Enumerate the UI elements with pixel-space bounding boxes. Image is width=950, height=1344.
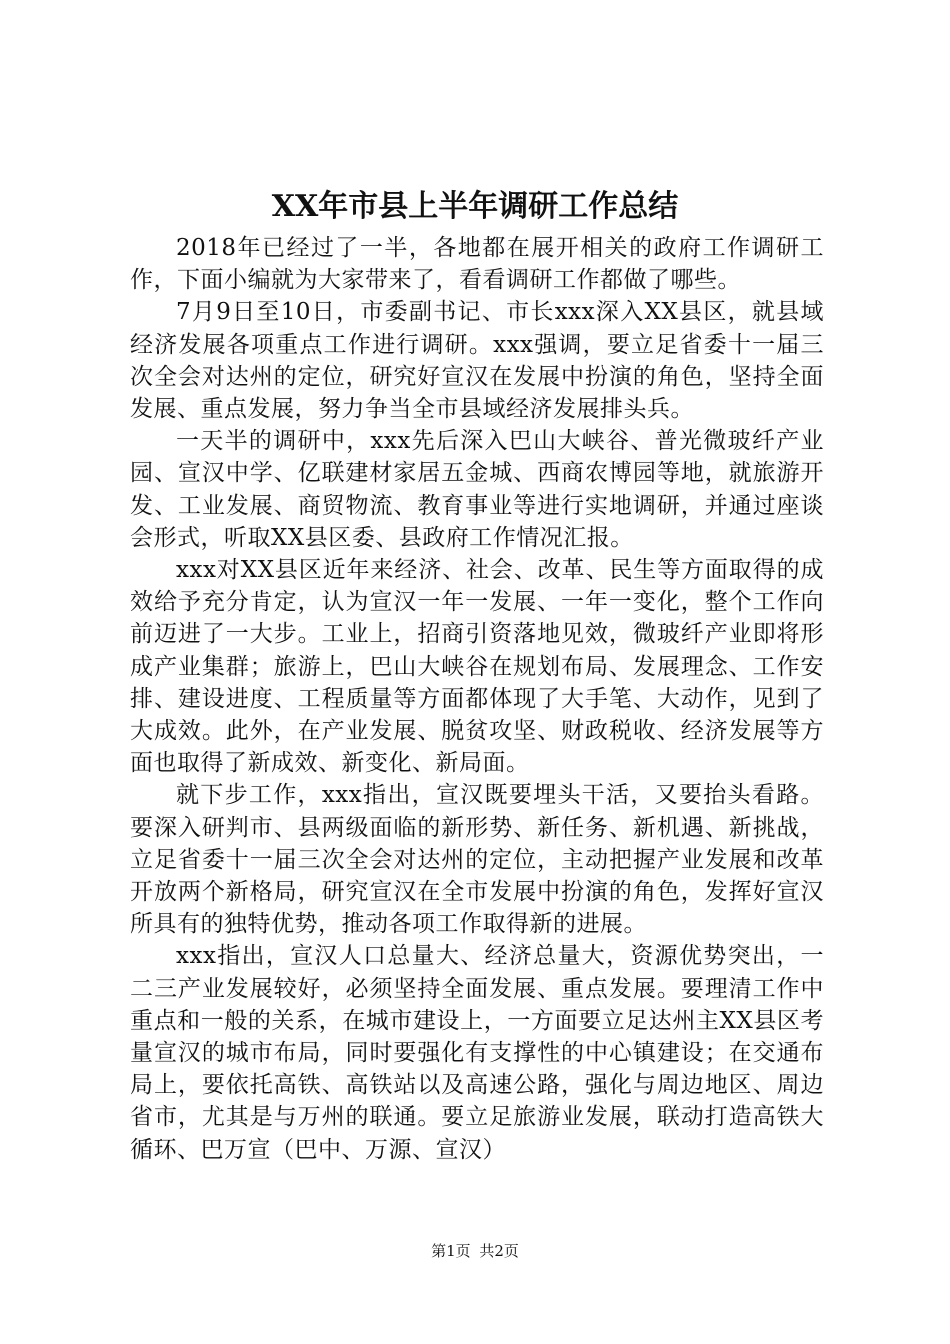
paragraph-next-steps: 就下步工作，xxx指出，宣汉既要埋头干活，又要抬头看路。要深入研判市、县两级面临的新形势、新任务、新机遇、新挑战，立足省委十一届三次全会对达州的定位，主动把握产业发展和改革开放两个新格局，研究宣汉在全市发展中扮演的角色，发挥好宣汉所具有的独特优势，推动各项工作取得新的进展。 — [130, 782, 824, 938]
paragraph-intro: 2018年已经过了一半，各地都在展开相关的政府工作调研工作，下面小编就为大家带来了，看看调研工作都做了哪些。 — [130, 235, 824, 294]
document-body — [130, 232, 824, 1166]
page-number: 第1页 — [431, 1242, 471, 1260]
paragraph-development: xxx指出，宣汉人口总量大、经济总量大，资源优势突出，一二三产业发展较好，必须坚持全面发展、重点发展。要理清工作中重点和一般的关系，在城市建设上，一方面要立足达州主XX县区考量宣汉的城市布局，同时要强化有支撑性的中心镇建设；在交通布局上，要依托高铁、高铁站以及高速公路，强化与周边地区、周边省市，尤其是与万州的联通。要立足旅游业发展，联动打造高铁大循环、巴万宣（巴中、万源、宣汉） — [130, 943, 824, 1163]
paragraph-research-sites: 一天半的调研中，xxx先后深入巴山大峡谷、普光微玻纤产业园、宣汉中学、亿联建材家居五金城、西商农博园等地，就旅游开发、工业发展、商贸物流、教育事业等进行实地调研，并通过座谈会形式，听取XX县区委、县政府工作情况汇报。 — [130, 428, 824, 551]
page-total: 共2页 — [479, 1242, 519, 1260]
document-title: XX年市县上半年调研工作总结 — [271, 189, 679, 224]
page-footer — [0, 1240, 950, 1262]
paragraph-research-visit: 7月9日至10日，市委副书记、市长xxx深入XX县区，就县域经济发展各项重点工作进行调研。xxx强调，要立足省委十一届三次全会对达州的定位，研究好宣汉在发展中扮演的角色，坚持全面发展、重点发展，努力争当全市县域经济发展排头兵。 — [130, 299, 824, 423]
paragraph-achievements: xxx对XX县区近年来经济、社会、改革、民生等方面取得的成效给予充分肯定，认为宣汉一年一发展、一年一变化，整个工作向前迈进了一大步。工业上，招商引资落地见效，微玻纤产业即将形成产业集群；旅游上，巴山大峡谷在规划布局、发展理念、工作安排、建设进度、工程质量等方面都体现了大手笔、大动作，见到了大成效。此外，在产业发展、脱贫攻坚、财政税收、经济发展等方面也取得了新成效、新变化、新局面。 — [130, 557, 824, 777]
